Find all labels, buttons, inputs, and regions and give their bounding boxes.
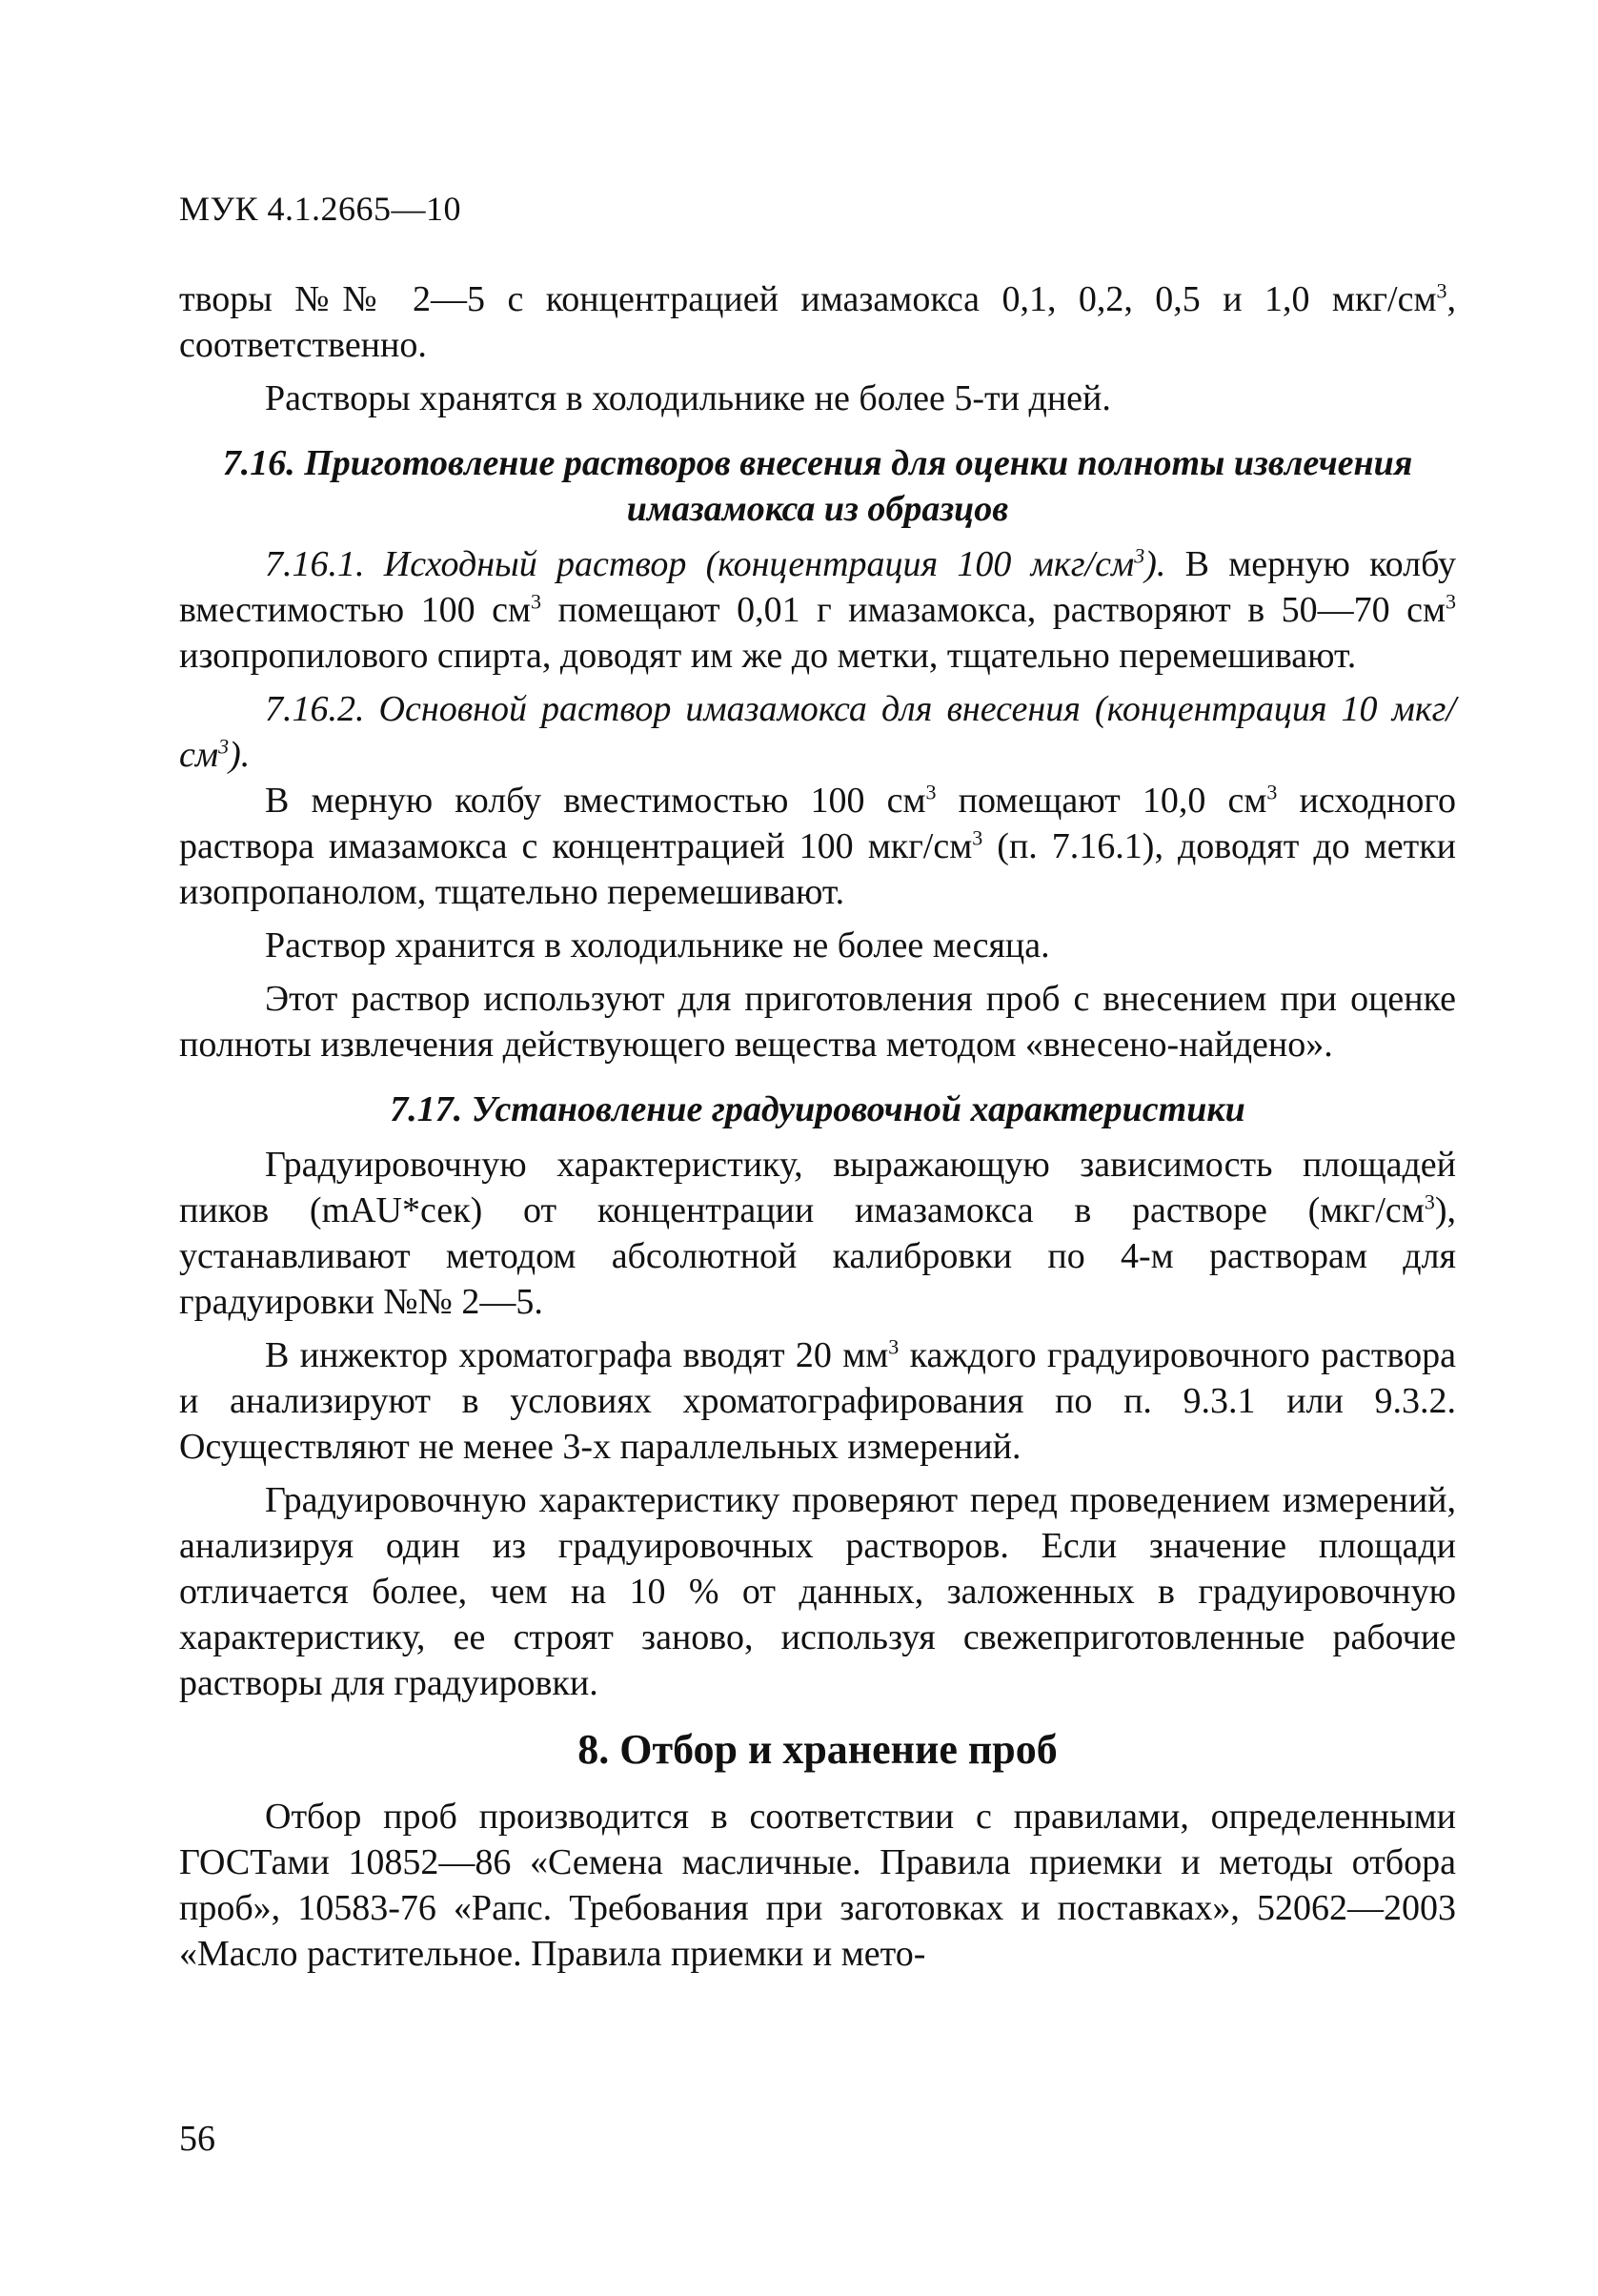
paragraph-usage: Этот раствор используют для приготовления проб с внесением при оценке полноты извлечения действующего вещества методом «внесено-найдено». — [179, 979, 1456, 1065]
paragraph-sampling: Отбор проб производится в соответствии с правилами, определенными ГОСТами 10852—86 «Семена масличные. Правила приемки и методы отбора проб», 10583-76 «Рапс. Требования при заготовках и поставках», 52062—2003 «Масло растительное. Правила приемки и мето- — [179, 1797, 1456, 1974]
body-text — [179, 276, 1456, 1977]
paragraph-calibration: Градуировочную характеристику, выражающую зависимость площадей пиков (mAU*сек) от концентрации имазамокса в растворе $(мкг/см^3)$, устанавливают методом абсолютной калибровки по 4-м растворам для градуировки №№ 2—5. — [179, 1145, 1456, 1322]
paragraph-verification: Градуировочную характеристику проверяют перед проведением измерений, анализируя один из градуировочных растворов. Если значение площади отличается более, чем на 10 % от данных, заложенных в градуировочную характеристику, ее строят заново, используя свежеприготовленные рабочие растворы для градуировки. — [179, 1480, 1456, 1703]
document-page — [179, 0, 1456, 2296]
chapter-heading-8: 8. Отбор и хранение проб — [577, 1726, 1058, 1773]
running-head: МУК 4.1.2665—10 — [179, 190, 462, 228]
paragraph-storage-month: Раствор хранится в холодильнике не более месяца. — [265, 925, 1050, 965]
section-heading-7-17: 7.17. Установление градуировочной характеристики — [390, 1089, 1245, 1129]
paragraph-storage-note: Растворы хранятся в холодильнике не более 5-ти дней. — [265, 378, 1111, 418]
page-number: 56 — [179, 2119, 215, 2159]
paragraph-7-16-2-title: 7.16.2. Основной раствор имазамокса для внесения (концентрация 10 мкг/$см^3$). — [179, 689, 1456, 775]
section-heading-7-16: 7.16. Приготовление растворов внесения для оценки полноты извлечения имазамокса из образцов — [222, 443, 1413, 529]
paragraph-continuation: творы №№ 2—5 с концентрацией имазамокса 0,1, 0,2, 0,5 и 1,0 мкг/$см^3$, соответственно. — [179, 278, 1456, 365]
paragraph-injection: В инжектор хроматографа вводят 20 $мм^3$ каждого градуировочного раствора и анализируют в условиях хроматографирования по п. 9.3.1 или 9.3.2. Осуществляют не менее 3-х параллельных измерений. — [179, 1334, 1456, 1467]
paragraph-7-16-1: 7.16.1. Исходный раствор (концентрация 100 мкг/$см^3$). В мерную колбу вместимостью 100 $см^3$ помещают 0,01 г имазамокса, растворяют в 50—70 $см^3$ изопропилового спирта, доводят им же до метки, тщательно перемешивают. — [179, 543, 1456, 676]
paragraph-7-16-2-body: В мерную колбу вместимостью 100 $см^3$ помещают 10,0 $см^3$ исходного раствора имазамокса с концентрацией 100 мкг/$см^3$ (п. 7.16.1), доводят до метки изопропанолом, тщательно перемешивают. — [179, 780, 1456, 912]
